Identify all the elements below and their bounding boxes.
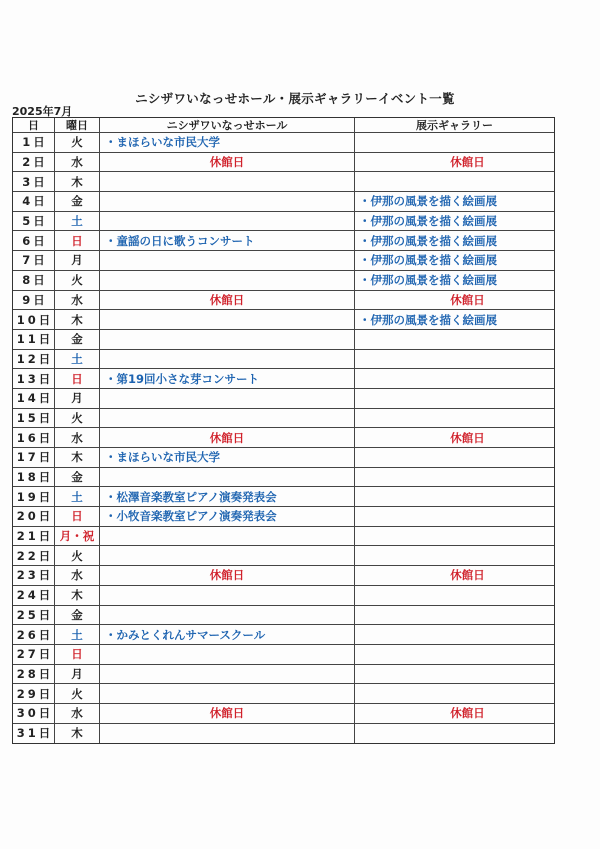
gallery-event-cell <box>355 606 554 625</box>
day-cell: 2日 <box>13 153 55 172</box>
hall-event-cell <box>100 271 355 290</box>
weekday-cell: 木 <box>55 310 100 329</box>
weekday-cell: 火 <box>55 271 100 290</box>
weekday-cell: 日 <box>55 369 100 388</box>
weekday-cell: 金 <box>55 330 100 349</box>
header-hall: ニシザワいなっせホール <box>100 118 355 132</box>
weekday-cell: 水 <box>55 291 100 310</box>
day-cell: 3日 <box>13 172 55 191</box>
day-cell: 13日 <box>13 369 55 388</box>
weekday-cell: 火 <box>55 546 100 565</box>
day-cell: 16日 <box>13 428 55 447</box>
gallery-event-cell <box>355 645 554 664</box>
event-schedule-table <box>12 117 555 744</box>
table-row <box>13 468 554 488</box>
day-cell: 10日 <box>13 310 55 329</box>
hall-event-cell: ・童謡の日に歌うコンサート <box>100 231 355 250</box>
hall-event-cell: 休館日 <box>100 566 355 585</box>
hall-event-cell <box>100 468 355 487</box>
day-cell: 28日 <box>13 665 55 684</box>
table-row <box>13 527 554 547</box>
weekday-cell: 月 <box>55 251 100 270</box>
weekday-cell: 月・祝 <box>55 527 100 546</box>
table-row <box>13 172 554 192</box>
table-row <box>13 566 554 586</box>
hall-event-cell <box>100 409 355 428</box>
table-row <box>13 231 554 251</box>
day-cell: 4日 <box>13 192 55 211</box>
weekday-cell: 金 <box>55 192 100 211</box>
hall-event-cell: ・小牧音楽教室ピアノ演奏発表会 <box>100 507 355 526</box>
weekday-cell: 木 <box>55 724 100 744</box>
gallery-event-cell <box>355 468 554 487</box>
month-label: 2025年7月 <box>12 105 73 118</box>
day-cell: 22日 <box>13 546 55 565</box>
gallery-event-cell: ・伊那の風景を描く絵画展 <box>359 273 497 288</box>
table-row <box>13 409 554 429</box>
weekday-cell: 水 <box>55 704 100 723</box>
hall-event-cell <box>100 606 355 625</box>
page-title: ニシザワいなっせホール・展示ギャラリーイベント一覧 <box>135 91 455 106</box>
gallery-event-cell <box>355 625 554 644</box>
hall-event-cell: 休館日 <box>100 153 355 172</box>
weekday-cell: 火 <box>55 409 100 428</box>
weekday-cell: 土 <box>55 212 100 231</box>
table-row <box>13 665 554 685</box>
weekday-cell: 水 <box>55 566 100 585</box>
weekday-cell: 土 <box>55 350 100 369</box>
weekday-cell: 月 <box>55 665 100 684</box>
gallery-event-cell <box>355 724 554 744</box>
hall-event-cell <box>100 586 355 605</box>
gallery-event-cell: 休館日 <box>450 292 485 307</box>
table-row <box>13 192 554 212</box>
day-cell: 6日 <box>13 231 55 250</box>
day-cell: 12日 <box>13 350 55 369</box>
gallery-event-cell <box>355 369 554 388</box>
table-row <box>13 625 554 645</box>
hall-event-cell <box>100 546 355 565</box>
hall-event-cell: 休館日 <box>100 291 355 310</box>
weekday-cell: 土 <box>55 487 100 506</box>
table-row <box>13 448 554 468</box>
gallery-event-cell <box>355 684 554 703</box>
table-row <box>13 153 554 173</box>
hall-event-cell <box>100 527 355 546</box>
day-cell: 19日 <box>13 487 55 506</box>
gallery-event-cell <box>355 172 554 191</box>
table-row <box>13 350 554 370</box>
table-row <box>13 291 554 311</box>
hall-event-cell <box>100 310 355 329</box>
weekday-cell: 金 <box>55 606 100 625</box>
day-cell: 7日 <box>13 251 55 270</box>
weekday-cell: 水 <box>55 428 100 447</box>
day-cell: 26日 <box>13 625 55 644</box>
hall-event-cell <box>100 645 355 664</box>
hall-event-cell <box>100 684 355 703</box>
table-row <box>13 606 554 626</box>
gallery-event-cell <box>355 133 554 152</box>
weekday-cell: 金 <box>55 468 100 487</box>
hall-event-cell: 休館日 <box>100 428 355 447</box>
table-header-row <box>13 118 554 133</box>
weekday-cell: 土 <box>55 625 100 644</box>
table-row <box>13 546 554 566</box>
hall-event-cell: 休館日 <box>100 704 355 723</box>
gallery-event-cell <box>355 527 554 546</box>
table-row <box>13 684 554 704</box>
day-cell: 31日 <box>13 724 55 744</box>
weekday-cell: 木 <box>55 586 100 605</box>
gallery-event-cell <box>355 665 554 684</box>
gallery-event-cell: ・伊那の風景を描く絵画展 <box>359 214 497 229</box>
weekday-cell: 日 <box>55 231 100 250</box>
day-cell: 15日 <box>13 409 55 428</box>
hall-event-cell <box>100 665 355 684</box>
day-cell: 30日 <box>13 704 55 723</box>
gallery-event-cell <box>355 586 554 605</box>
table-row <box>13 369 554 389</box>
hall-event-cell: ・第19回小さな芽コンサート <box>100 369 355 388</box>
gallery-event-cell: 休館日 <box>450 155 485 170</box>
table-row <box>13 487 554 507</box>
header-gallery: 展示ギャラリー <box>416 119 493 132</box>
weekday-cell: 日 <box>55 645 100 664</box>
day-cell: 17日 <box>13 448 55 467</box>
day-cell: 20日 <box>13 507 55 526</box>
day-cell: 14日 <box>13 389 55 408</box>
hall-event-cell <box>100 251 355 270</box>
day-cell: 29日 <box>13 684 55 703</box>
gallery-event-cell <box>355 546 554 565</box>
weekday-cell: 木 <box>55 172 100 191</box>
table-row <box>13 724 554 744</box>
day-cell: 9日 <box>13 291 55 310</box>
table-row <box>13 251 554 271</box>
header-day: 日 <box>13 118 55 132</box>
hall-event-cell: ・まほらいな市民大学 <box>100 133 355 152</box>
gallery-event-cell <box>355 409 554 428</box>
gallery-event-cell: ・伊那の風景を描く絵画展 <box>359 233 497 248</box>
weekday-cell: 火 <box>55 684 100 703</box>
gallery-event-cell <box>355 389 554 408</box>
table-row <box>13 133 554 153</box>
gallery-event-cell <box>355 350 554 369</box>
table-body <box>13 133 554 743</box>
gallery-event-cell: ・伊那の風景を描く絵画展 <box>359 194 497 209</box>
gallery-event-cell: ・伊那の風景を描く絵画展 <box>359 253 497 268</box>
table-row <box>13 704 554 724</box>
gallery-event-cell: ・伊那の風景を描く絵画展 <box>359 312 497 327</box>
hall-event-cell <box>100 350 355 369</box>
day-cell: 21日 <box>13 527 55 546</box>
hall-event-cell <box>100 330 355 349</box>
weekday-cell: 水 <box>55 153 100 172</box>
gallery-event-cell <box>355 330 554 349</box>
table-row <box>13 645 554 665</box>
hall-event-cell <box>100 172 355 191</box>
weekday-cell: 木 <box>55 448 100 467</box>
table-row <box>13 271 554 291</box>
table-row <box>13 330 554 350</box>
hall-event-cell: ・かみとくれんサマースクール <box>100 625 355 644</box>
day-cell: 27日 <box>13 645 55 664</box>
table-row <box>13 310 554 330</box>
gallery-event-cell: 休館日 <box>450 706 485 721</box>
weekday-cell: 月 <box>55 389 100 408</box>
gallery-event-cell <box>355 448 554 467</box>
weekday-cell: 火 <box>55 133 100 152</box>
table-row <box>13 389 554 409</box>
hall-event-cell <box>100 212 355 231</box>
gallery-event-cell: 休館日 <box>450 568 485 583</box>
day-cell: 8日 <box>13 271 55 290</box>
day-cell: 1日 <box>13 133 55 152</box>
hall-event-cell <box>100 389 355 408</box>
day-cell: 23日 <box>13 566 55 585</box>
gallery-event-cell <box>355 507 554 526</box>
day-cell: 24日 <box>13 586 55 605</box>
table-row <box>13 212 554 232</box>
day-cell: 5日 <box>13 212 55 231</box>
table-row <box>13 586 554 606</box>
table-row <box>13 428 554 448</box>
hall-event-cell: ・まほらいな市民大学 <box>100 448 355 467</box>
gallery-event-cell <box>355 487 554 506</box>
weekday-cell: 日 <box>55 507 100 526</box>
hall-event-cell: ・松澤音楽教室ピアノ演奏発表会 <box>100 487 355 506</box>
day-cell: 25日 <box>13 606 55 625</box>
header-weekday: 曜日 <box>55 118 100 132</box>
hall-event-cell <box>100 192 355 211</box>
gallery-event-cell: 休館日 <box>450 430 485 445</box>
hall-event-cell <box>100 724 355 744</box>
day-cell: 11日 <box>13 330 55 349</box>
table-row <box>13 507 554 527</box>
day-cell: 18日 <box>13 468 55 487</box>
